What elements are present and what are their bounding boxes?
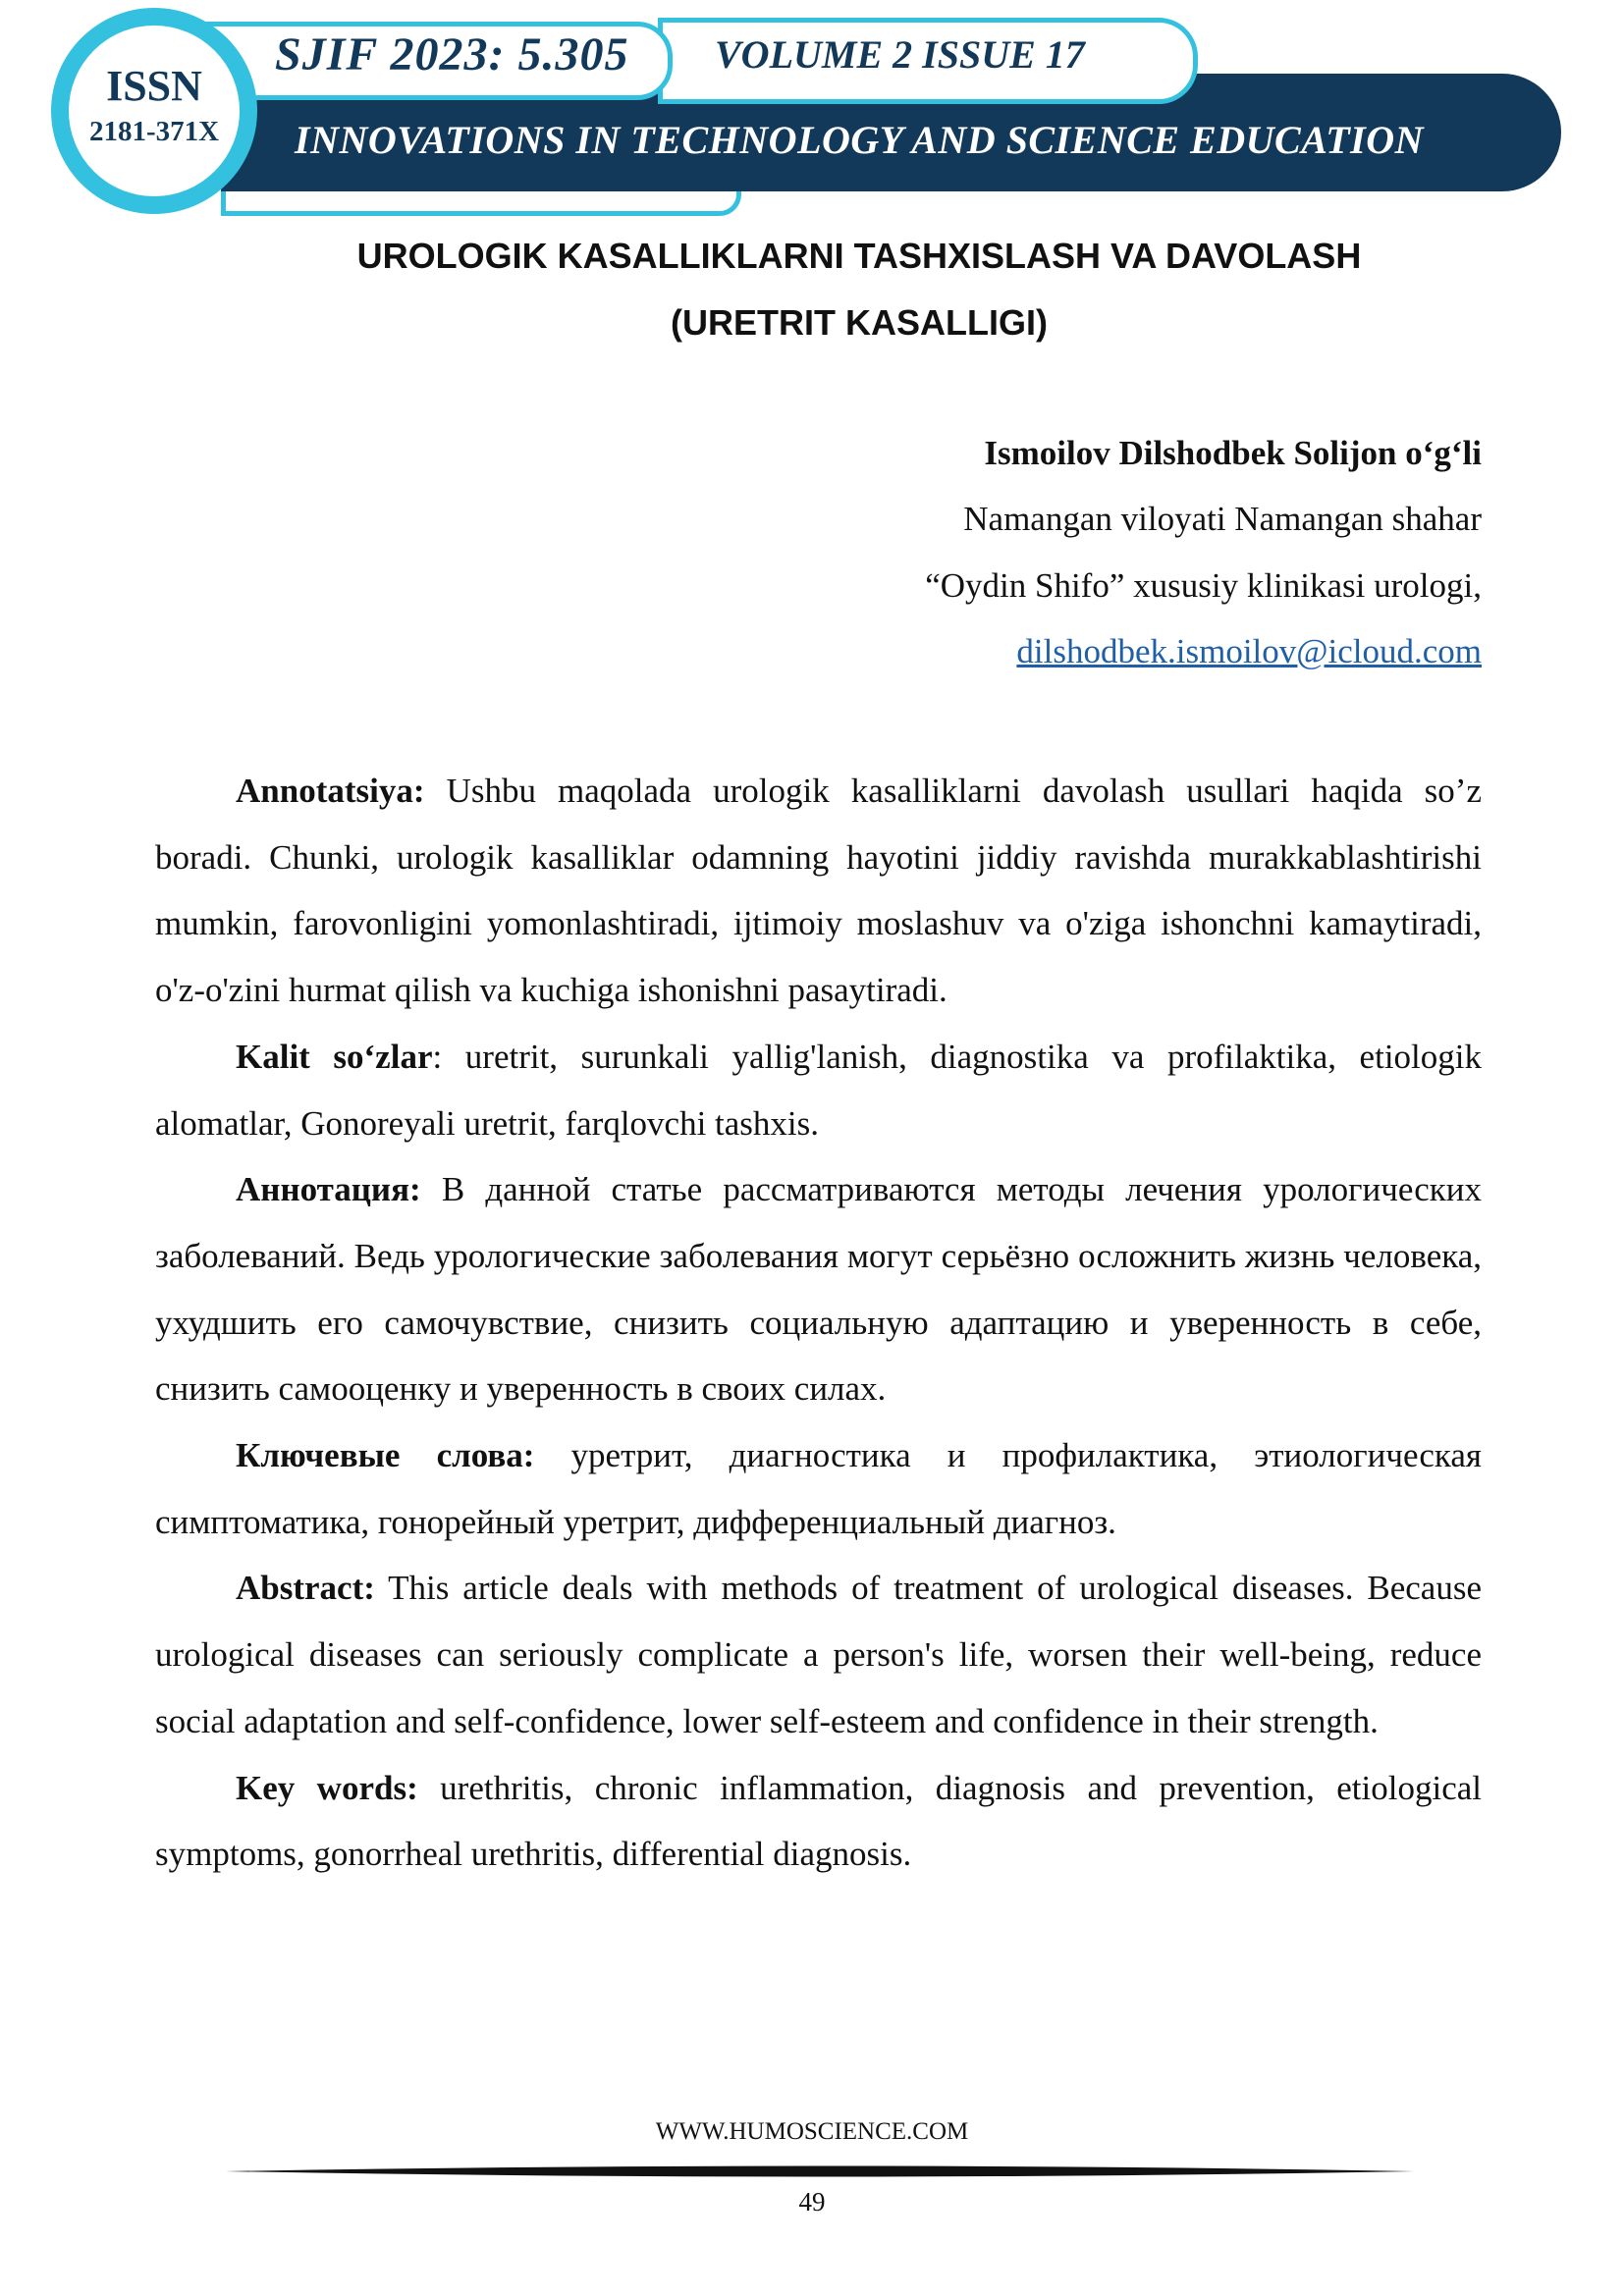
annotation-ru: [155, 1156, 1482, 1422]
abstract-en-label: Abstract:: [236, 1569, 375, 1608]
author-position: “Oydin Shifo” xususiy klinikasi urologi,: [925, 566, 1482, 605]
keywords-ru-label: Ключевые слова:: [236, 1436, 535, 1475]
author-name: Ismoilov Dilshodbek Solijon o‘g‘li: [984, 434, 1482, 472]
keywords-en-text: urethritis, chronic inflammation, diagnosis and prevention, etiological symptoms, gonorrheal urethritis, differential diagnosis.: [155, 1768, 1482, 1874]
annotation-uz: [155, 758, 1482, 1024]
abstract-en-text: This article deals with methods of treatment of urological diseases. Because urological diseases can seriously complicate a person's life, worsen their well-being, reduce social adaptation and self-confidence, lower self-esteem and confidence in their strength.: [155, 1569, 1482, 1740]
keywords-ru: [155, 1422, 1482, 1555]
annotation-uz-label: Annotatsiya:: [236, 772, 425, 810]
keywords-uz: [155, 1024, 1482, 1156]
annotation-uz-text: Ushbu maqolada urologik kasalliklarni davolash usullari haqida so’z boradi. Chunki, urologik kasalliklar odamning hayotini jiddiy ravishda murakkablashtirishi mumkin, farovonligini yomonlashtiradi, ijtimoiy moslashuv va o'ziga ishonchni kamaytiradi, o'z-o'zini hurmat qilish va kuchiga ishonishni pasaytiradi.: [155, 772, 1482, 1010]
journal-header: [0, 0, 1624, 236]
annotation-ru-text: В данной статье рассматриваются методы лечения урологических заболеваний. Ведь урологические заболевания могут серьёзно осложнить жизнь человека, ухудшить его самочувствие, снизить социальную адаптацию и уверенность в себе, снизить самооценку и уверенность в своих силах.: [155, 1170, 1482, 1409]
article-title-line-2: (URETRIT KASALLIGI): [671, 302, 1048, 343]
issn-badge: [69, 26, 240, 196]
sjif-impact-factor: SJIF 2023: 5.305: [275, 28, 629, 80]
issn-number: 2181-371X: [88, 116, 220, 147]
journal-title: INNOVATIONS IN TECHNOLOGY AND SCIENCE EDUCATION: [295, 118, 1424, 162]
annotation-ru-label: Аннотация:: [236, 1170, 421, 1209]
author-location: Namangan viloyati Namangan shahar: [963, 500, 1482, 538]
keywords-uz-label: Kalit so‘zlar: [236, 1037, 433, 1076]
article-body: [155, 758, 1482, 1888]
author-email-link[interactable]: dilshodbek.ismoilov@icloud.com: [1016, 632, 1482, 670]
keywords-en-label: Key words:: [236, 1768, 418, 1807]
article-title-line-1: UROLOGIK KASALLIKLARNI TASHXISLASH VA DAVOLASH: [356, 236, 1362, 276]
footer-website: WWW.HUMOSCIENCE.COM: [655, 2118, 969, 2145]
abstract-en: [155, 1555, 1482, 1754]
volume-issue: VOLUME 2 ISSUE 17: [715, 32, 1085, 77]
keywords-ru-text: уретрит, диагностика и профилактика, этиологическая симптоматика, гонорейный уретрит, дифференциальный диагноз.: [155, 1436, 1482, 1541]
footer-divider: [226, 2164, 1414, 2178]
page-number: 49: [798, 2187, 826, 2216]
issn-label: ISSN: [106, 62, 202, 110]
keywords-uz-text: : uretrit, surunkali yallig'lanish, diagnostika va profilaktika, etiologik alomatlar, Gonoreyali uretrit, farqlovchi tashxis.: [155, 1037, 1482, 1143]
keywords-en: [155, 1755, 1482, 1888]
